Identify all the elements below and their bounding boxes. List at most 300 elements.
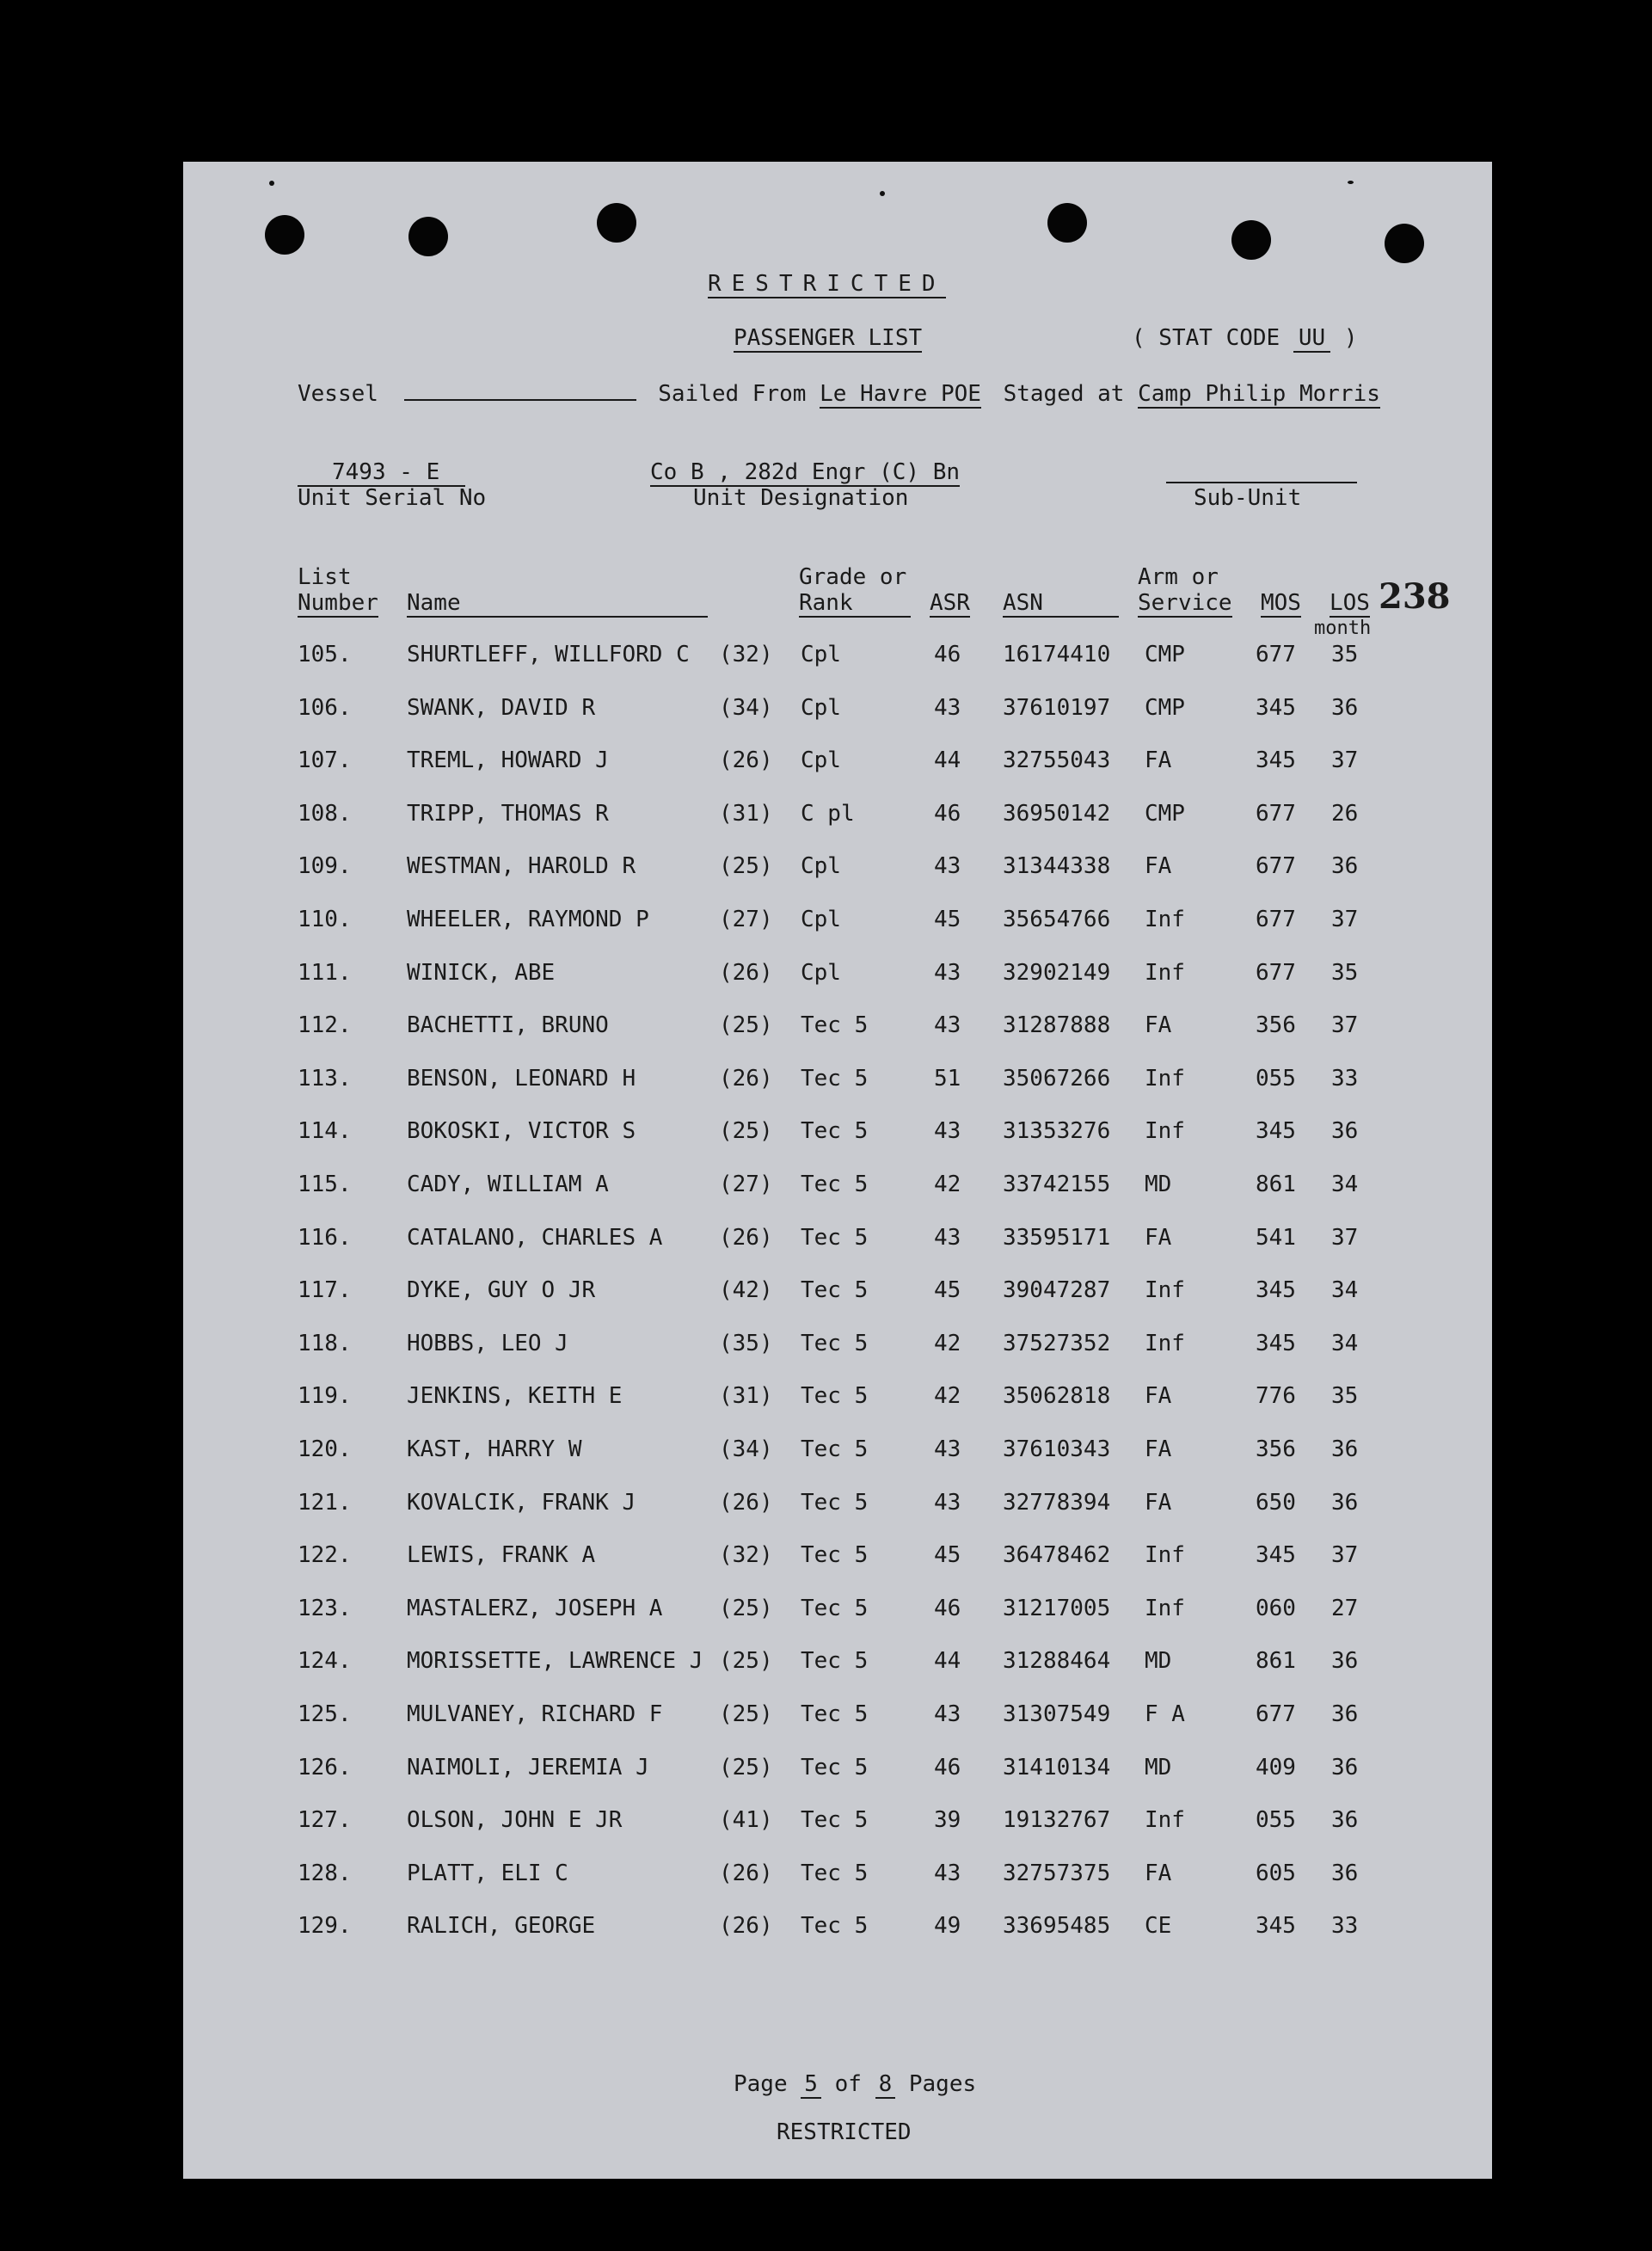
cell-age: (26) — [719, 1065, 773, 1092]
cell-asr: 46 — [934, 800, 961, 827]
table-row — [183, 1913, 1492, 1947]
cell-mos: 060 — [1256, 1595, 1296, 1621]
cell-los: 36 — [1331, 1701, 1359, 1727]
cell-grade: Tec 5 — [801, 1330, 869, 1356]
cell-asn: 16174410 — [1003, 642, 1111, 667]
cell-age: (42) — [719, 1277, 773, 1304]
cell-los: 35 — [1331, 1383, 1359, 1410]
ink-speck — [880, 191, 885, 196]
cell-age: (26) — [719, 1489, 773, 1516]
table-row — [183, 1596, 1492, 1630]
cell-mos: 776 — [1256, 1383, 1296, 1410]
cell-asn: 37610197 — [1003, 694, 1111, 721]
cell-grade: Tec 5 — [801, 1277, 869, 1304]
cell-asn: 35067266 — [1003, 1065, 1111, 1092]
cell-asr: 43 — [934, 1012, 961, 1039]
cell-num: 110. — [298, 907, 352, 932]
cell-los: 34 — [1331, 1172, 1359, 1197]
cell-name: OLSON, JOHN E JR — [407, 1807, 623, 1834]
punch-hole — [1385, 224, 1424, 263]
col-grade-2 — [799, 590, 911, 618]
cell-arm: Inf — [1145, 1065, 1185, 1092]
cell-age: (31) — [719, 1383, 773, 1410]
cell-arm: FA — [1145, 853, 1172, 880]
cell-mos: 677 — [1256, 1701, 1296, 1727]
cell-num: 125. — [298, 1701, 352, 1727]
table-row — [183, 747, 1492, 782]
restricted-heading: RESTRICTED — [708, 271, 946, 297]
cell-grade: Cpl — [801, 642, 841, 667]
cell-asr: 43 — [934, 1118, 961, 1145]
table-row — [183, 1277, 1492, 1312]
col-grade-2-label: Rank — [799, 590, 853, 616]
cell-age: (31) — [719, 800, 773, 827]
cell-asr: 44 — [934, 747, 961, 774]
cell-name: CADY, WILLIAM A — [407, 1172, 609, 1197]
cell-los: 36 — [1331, 853, 1359, 880]
cell-num: 129. — [298, 1913, 352, 1940]
cell-arm: Inf — [1145, 1277, 1185, 1304]
cell-age: (26) — [719, 959, 773, 986]
cell-age: (25) — [719, 1118, 773, 1145]
sailed-from-label: Sailed From — [658, 381, 807, 407]
cell-asn: 19132767 — [1003, 1807, 1111, 1834]
cell-mos: 677 — [1256, 800, 1296, 827]
cell-name: KOVALCIK, FRANK J — [407, 1489, 636, 1516]
table-row — [183, 1383, 1492, 1418]
col-arm-1: Arm or — [1138, 564, 1219, 590]
cell-asr: 42 — [934, 1383, 961, 1410]
table-row — [183, 1436, 1492, 1471]
cell-age: (41) — [719, 1807, 773, 1834]
cell-los: 37 — [1331, 907, 1359, 932]
cell-asr: 43 — [934, 959, 961, 986]
cell-age: (25) — [719, 1701, 773, 1727]
cell-name: TRIPP, THOMAS R — [407, 800, 609, 827]
cell-arm: MD — [1145, 1754, 1172, 1781]
cell-mos: 345 — [1256, 1542, 1296, 1569]
cell-arm: Inf — [1145, 959, 1185, 986]
cell-name: SHURTLEFF, WILLFORD C — [407, 642, 690, 667]
cell-los: 36 — [1331, 1860, 1359, 1886]
unit-serial-value: 7493 - E — [298, 459, 465, 487]
cell-asr: 44 — [934, 1648, 961, 1675]
cell-grade: Tec 5 — [801, 1807, 869, 1834]
cell-grade: Tec 5 — [801, 1383, 869, 1410]
cell-asn: 32902149 — [1003, 959, 1111, 986]
stat-code-close: ) — [1343, 325, 1358, 351]
cell-grade: Tec 5 — [801, 1754, 869, 1781]
cell-num: 107. — [298, 747, 352, 774]
col-name-label: Name — [407, 590, 461, 616]
cell-grade: Cpl — [801, 747, 841, 774]
cell-arm: Inf — [1145, 1330, 1185, 1356]
table-row — [183, 1490, 1492, 1524]
cell-grade: Tec 5 — [801, 1065, 869, 1092]
cell-name: WINICK, ABE — [407, 959, 556, 986]
cell-los: 35 — [1331, 959, 1359, 986]
sailed-from-value: Le Havre POE — [820, 381, 981, 407]
cell-los: 27 — [1331, 1595, 1359, 1621]
cell-mos: 541 — [1256, 1224, 1296, 1251]
cell-los: 37 — [1331, 1224, 1359, 1251]
cell-num: 124. — [298, 1648, 352, 1675]
cell-grade: Tec 5 — [801, 1595, 869, 1621]
punch-hole — [1231, 220, 1271, 260]
cell-name: WHEELER, RAYMOND P — [407, 907, 649, 932]
cell-name: WESTMAN, HAROLD R — [407, 853, 636, 880]
cell-name: CATALANO, CHARLES A — [407, 1224, 663, 1251]
cell-name: MORISSETTE, LAWRENCE J — [407, 1648, 703, 1675]
cell-arm: FA — [1145, 747, 1172, 774]
col-asr: ASR — [930, 590, 970, 616]
cell-name: MASTALERZ, JOSEPH A — [407, 1595, 663, 1621]
cell-asr: 49 — [934, 1913, 961, 1940]
cell-asn: 32755043 — [1003, 747, 1111, 774]
cell-name: SWANK, DAVID R — [407, 694, 596, 721]
sub-unit-label: Sub-Unit — [1194, 485, 1302, 511]
col-los-1: LOS — [1330, 590, 1370, 616]
vessel-label: Vessel — [298, 381, 378, 407]
vessel-line — [298, 378, 1380, 407]
cell-age: (34) — [719, 694, 773, 721]
cell-arm: FA — [1145, 1224, 1172, 1251]
table-row — [183, 1807, 1492, 1842]
col-list-number-2: Number — [298, 590, 378, 616]
cell-num: 118. — [298, 1330, 352, 1356]
ink-speck — [1348, 181, 1354, 184]
table-row — [183, 1331, 1492, 1365]
cell-num: 111. — [298, 959, 352, 986]
cell-age: (32) — [719, 642, 773, 667]
stat-code-value: UU — [1293, 325, 1330, 353]
cell-name: BOKOSKI, VICTOR S — [407, 1118, 636, 1145]
list-title: PASSENGER LIST — [734, 325, 923, 351]
cell-asn: 31288464 — [1003, 1648, 1111, 1675]
restricted-footer: RESTRICTED — [777, 2119, 912, 2145]
punch-hole — [265, 215, 304, 255]
punch-hole — [597, 203, 636, 243]
cell-los: 34 — [1331, 1277, 1359, 1304]
cell-num: 116. — [298, 1224, 352, 1251]
cell-mos: 055 — [1256, 1065, 1296, 1092]
page-total: 8 — [875, 2071, 896, 2099]
cell-num: 112. — [298, 1012, 352, 1039]
cell-arm: Inf — [1145, 1595, 1185, 1621]
cell-asn: 33695485 — [1003, 1913, 1111, 1940]
cell-name: JENKINS, KEITH E — [407, 1383, 623, 1410]
cell-los: 33 — [1331, 1065, 1359, 1092]
cell-grade: Tec 5 — [801, 1172, 869, 1197]
cell-age: (25) — [719, 1012, 773, 1039]
cell-mos: 605 — [1256, 1860, 1296, 1886]
col-mos: MOS — [1261, 590, 1301, 616]
cell-mos: 409 — [1256, 1754, 1296, 1781]
cell-asn: 37527352 — [1003, 1330, 1111, 1356]
cell-mos: 677 — [1256, 642, 1296, 667]
cell-age: (26) — [719, 747, 773, 774]
cell-asn: 31307549 — [1003, 1701, 1111, 1727]
cell-asr: 43 — [934, 1701, 961, 1727]
table-row — [183, 801, 1492, 835]
cell-grade: Tec 5 — [801, 1860, 869, 1886]
cell-num: 106. — [298, 694, 352, 721]
cell-asn: 39047287 — [1003, 1277, 1111, 1304]
cell-asr: 45 — [934, 907, 961, 932]
cell-age: (27) — [719, 1172, 773, 1197]
cell-age: (26) — [719, 1860, 773, 1886]
cell-grade: Tec 5 — [801, 1118, 869, 1145]
cell-asr: 39 — [934, 1807, 961, 1834]
cell-grade: Cpl — [801, 853, 841, 880]
table-row — [183, 1172, 1492, 1206]
punch-hole — [1047, 203, 1087, 243]
vessel-blank — [404, 378, 636, 401]
stamp-number: 238 — [1379, 576, 1451, 617]
cell-age: (26) — [719, 1224, 773, 1251]
cell-num: 115. — [298, 1172, 352, 1197]
punch-hole — [408, 217, 448, 256]
cell-num: 105. — [298, 642, 352, 667]
cell-num: 109. — [298, 853, 352, 880]
cell-arm: F A — [1145, 1701, 1185, 1727]
cell-num: 126. — [298, 1754, 352, 1781]
cell-arm: FA — [1145, 1012, 1172, 1039]
cell-arm: CMP — [1145, 642, 1185, 667]
cell-arm: FA — [1145, 1383, 1172, 1410]
cell-los: 36 — [1331, 1436, 1359, 1462]
cell-name: NAIMOLI, JEREMIA J — [407, 1754, 649, 1781]
cell-asr: 43 — [934, 1489, 961, 1516]
cell-num: 128. — [298, 1860, 352, 1886]
unit-designation-label: Unit Designation — [693, 485, 909, 511]
table-row — [183, 1225, 1492, 1259]
cell-name: MULVANEY, RICHARD F — [407, 1701, 663, 1727]
cell-age: (32) — [719, 1542, 773, 1569]
cell-name: PLATT, ELI C — [407, 1860, 568, 1886]
table-row — [183, 1012, 1492, 1047]
table-row — [183, 1066, 1492, 1100]
col-grade-1: Grade or — [799, 564, 907, 590]
cell-age: (25) — [719, 1648, 773, 1675]
cell-grade: Cpl — [801, 959, 841, 986]
cell-los: 37 — [1331, 1012, 1359, 1039]
cell-asr: 43 — [934, 1224, 961, 1251]
cell-los: 36 — [1331, 1754, 1359, 1781]
cell-mos: 345 — [1256, 1118, 1296, 1145]
cell-asr: 43 — [934, 1860, 961, 1886]
col-list-number-1: List — [298, 564, 352, 590]
cell-name: HOBBS, LEO J — [407, 1330, 568, 1356]
cell-num: 122. — [298, 1542, 352, 1569]
cell-los: 33 — [1331, 1913, 1359, 1940]
cell-los: 36 — [1331, 1807, 1359, 1834]
cell-name: DYKE, GUY O JR — [407, 1277, 596, 1304]
cell-num: 113. — [298, 1065, 352, 1092]
cell-grade: C pl — [801, 800, 855, 827]
cell-num: 108. — [298, 800, 352, 827]
cell-num: 121. — [298, 1489, 352, 1516]
cell-asn: 36950142 — [1003, 800, 1111, 827]
cell-age: (34) — [719, 1436, 773, 1462]
cell-los: 34 — [1331, 1330, 1359, 1356]
cell-age: (26) — [719, 1913, 773, 1940]
cell-asr: 43 — [934, 853, 961, 880]
cell-num: 117. — [298, 1277, 352, 1304]
table-row — [183, 1648, 1492, 1682]
page-number: 5 — [801, 2071, 821, 2099]
cell-arm: Inf — [1145, 907, 1185, 932]
cell-asr: 43 — [934, 1436, 961, 1462]
table-row — [183, 642, 1492, 676]
cell-name: KAST, HARRY W — [407, 1436, 582, 1462]
cell-asn: 31217005 — [1003, 1595, 1111, 1621]
cell-asn: 32778394 — [1003, 1489, 1111, 1516]
cell-grade: Tec 5 — [801, 1648, 869, 1675]
cell-asn: 32757375 — [1003, 1860, 1111, 1886]
cell-asn: 35654766 — [1003, 907, 1111, 932]
staged-label: Staged at — [1003, 381, 1125, 407]
cell-asr: 45 — [934, 1277, 961, 1304]
cell-asn: 35062818 — [1003, 1383, 1111, 1410]
cell-grade: Tec 5 — [801, 1436, 869, 1462]
cell-mos: 677 — [1256, 959, 1296, 986]
cell-asn: 37610343 — [1003, 1436, 1111, 1462]
cell-name: RALICH, GEORGE — [407, 1913, 596, 1940]
cell-asr: 45 — [934, 1542, 961, 1569]
cell-mos: 861 — [1256, 1648, 1296, 1675]
cell-asn: 31344338 — [1003, 853, 1111, 880]
cell-los: 36 — [1331, 694, 1359, 721]
cell-los: 36 — [1331, 1648, 1359, 1675]
cell-grade: Tec 5 — [801, 1542, 869, 1569]
col-asn — [1003, 590, 1119, 618]
page-label: Page — [734, 2071, 788, 2097]
unit-serial-label: Unit Serial No — [298, 485, 487, 511]
document-page — [183, 162, 1492, 2179]
cell-arm: Inf — [1145, 1118, 1185, 1145]
table-row — [183, 1755, 1492, 1789]
table-row — [183, 907, 1492, 941]
cell-mos: 650 — [1256, 1489, 1296, 1516]
col-name — [407, 590, 708, 618]
cell-asn: 33595171 — [1003, 1224, 1111, 1251]
cell-los: 36 — [1331, 1489, 1359, 1516]
cell-name: BACHETTI, BRUNO — [407, 1012, 609, 1039]
cell-grade: Tec 5 — [801, 1701, 869, 1727]
cell-asr: 42 — [934, 1330, 961, 1356]
cell-mos: 861 — [1256, 1172, 1296, 1197]
stat-code-label: ( STAT CODE — [1132, 325, 1280, 351]
cell-grade: Tec 5 — [801, 1224, 869, 1251]
cell-age: (25) — [719, 853, 773, 880]
cell-asn: 36478462 — [1003, 1542, 1111, 1569]
cell-grade: Tec 5 — [801, 1913, 869, 1940]
table-row — [183, 853, 1492, 888]
cell-grade: Tec 5 — [801, 1012, 869, 1039]
cell-los: 37 — [1331, 747, 1359, 774]
cell-num: 123. — [298, 1595, 352, 1621]
staged-value: Camp Philip Morris — [1138, 381, 1380, 407]
table-row — [183, 960, 1492, 994]
col-los-2: month — [1314, 618, 1372, 639]
cell-asr: 42 — [934, 1172, 961, 1197]
cell-arm: FA — [1145, 1489, 1172, 1516]
table-row — [183, 695, 1492, 729]
cell-grade: Cpl — [801, 907, 841, 932]
cell-num: 127. — [298, 1807, 352, 1834]
page-indicator — [734, 2071, 976, 2097]
cell-grade: Tec 5 — [801, 1489, 869, 1516]
sub-unit-blank — [1166, 482, 1357, 483]
cell-mos: 356 — [1256, 1012, 1296, 1039]
cell-arm: CMP — [1145, 800, 1185, 827]
cell-mos: 677 — [1256, 907, 1296, 932]
cell-asr: 43 — [934, 694, 961, 721]
cell-los: 37 — [1331, 1542, 1359, 1569]
cell-mos: 677 — [1256, 853, 1296, 880]
cell-grade: Cpl — [801, 694, 841, 721]
cell-name: BENSON, LEONARD H — [407, 1065, 636, 1092]
ink-speck — [269, 181, 274, 186]
table-row — [183, 1860, 1492, 1895]
cell-name: LEWIS, FRANK A — [407, 1542, 596, 1569]
page-of-label: of — [834, 2071, 862, 2097]
pages-label: Pages — [908, 2071, 977, 2097]
cell-asr: 46 — [934, 642, 961, 667]
cell-los: 35 — [1331, 642, 1359, 667]
cell-mos: 345 — [1256, 1913, 1296, 1940]
cell-arm: CE — [1145, 1913, 1172, 1940]
cell-mos: 345 — [1256, 694, 1296, 721]
cell-mos: 055 — [1256, 1807, 1296, 1834]
table-row — [183, 1701, 1492, 1736]
cell-num: 119. — [298, 1383, 352, 1410]
cell-arm: Inf — [1145, 1542, 1185, 1569]
stat-code — [1132, 325, 1357, 351]
cell-mos: 356 — [1256, 1436, 1296, 1462]
cell-name: TREML, HOWARD J — [407, 747, 609, 774]
cell-asr: 51 — [934, 1065, 961, 1092]
table-row — [183, 1542, 1492, 1577]
table-row — [183, 1118, 1492, 1153]
cell-los: 26 — [1331, 800, 1359, 827]
col-asn-label: ASN — [1003, 590, 1043, 616]
unit-designation-value: Co B , 282d Engr (C) Bn — [650, 459, 961, 485]
cell-num: 114. — [298, 1118, 352, 1145]
cell-mos: 345 — [1256, 747, 1296, 774]
cell-age: (35) — [719, 1330, 773, 1356]
cell-age: (25) — [719, 1595, 773, 1621]
cell-arm: MD — [1145, 1648, 1172, 1675]
cell-mos: 345 — [1256, 1330, 1296, 1356]
cell-arm: FA — [1145, 1436, 1172, 1462]
cell-arm: Inf — [1145, 1807, 1185, 1834]
cell-num: 120. — [298, 1436, 352, 1462]
cell-asn: 31353276 — [1003, 1118, 1111, 1145]
cell-arm: MD — [1145, 1172, 1172, 1197]
cell-age: (27) — [719, 907, 773, 932]
cell-arm: FA — [1145, 1860, 1172, 1886]
cell-arm: CMP — [1145, 694, 1185, 721]
cell-asn: 33742155 — [1003, 1172, 1111, 1197]
cell-mos: 345 — [1256, 1277, 1296, 1304]
cell-asr: 46 — [934, 1595, 961, 1621]
cell-asn: 31287888 — [1003, 1012, 1111, 1039]
cell-asr: 46 — [934, 1754, 961, 1781]
cell-age: (25) — [719, 1754, 773, 1781]
cell-los: 36 — [1331, 1118, 1359, 1145]
